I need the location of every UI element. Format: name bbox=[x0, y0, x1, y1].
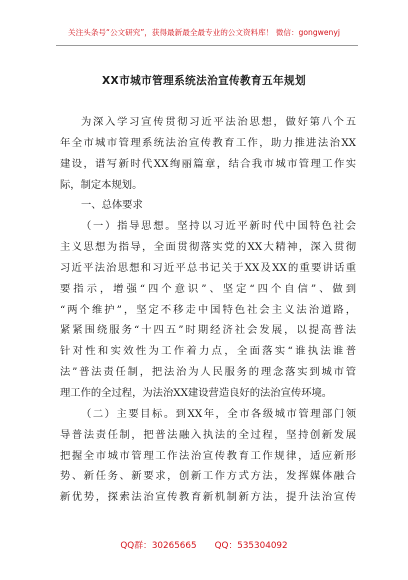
document-body bbox=[60, 112, 356, 508]
footer-qq-group: QQ群：30265665 bbox=[120, 541, 197, 551]
footer-qq: QQ：535304092 bbox=[214, 541, 288, 551]
body-line: “两个维护”，坚定不移走中国特色社会主义法治道路， bbox=[60, 303, 356, 316]
header-promo-note: 关注头条号“公文研究”，获得最新最全最专业的公文资料库！ 微信：gongwenyj bbox=[68, 28, 340, 37]
body-line: 把握全市城市管理工作法治宣传教育工作规律，适应新形 bbox=[60, 449, 356, 462]
body-line: 理工作的全过程，为法治XX建设营造良好的法治宣传环境。 bbox=[60, 386, 333, 399]
body-line: 要指示，增强“四个意识”、坚定“四个自信”、做到 bbox=[60, 282, 356, 295]
body-line: 主义思想为指导，全面贯彻落实党的XX大精神，深入贯彻 bbox=[60, 241, 356, 254]
body-line: 紧紧围绕服务“十四五”时期经济社会发展，以提高普法 bbox=[60, 324, 356, 337]
body-line: 针对性和实效性为工作着力点，全面落实“谁执法谁普 bbox=[60, 345, 356, 358]
body-line: 法”普法责任制，把法治为人民服务的理念落实到城市管 bbox=[60, 366, 356, 379]
body-line: （二）主要目标。到XX年，全市各级城市管理部门领 bbox=[81, 407, 356, 420]
body-line: 习近平法治思想和习近平总书记关于XX及XX的重要讲话重 bbox=[60, 261, 356, 274]
header-divider bbox=[56, 45, 358, 46]
body-line: 为深入学习宣传贯彻习近平法治思想，做好第八个五 bbox=[81, 116, 356, 128]
body-line: 新优势，探索法治宣传教育新机制新方法，提升法治宣传 bbox=[60, 491, 356, 504]
document-title: XX市城市管理系统法治宣传教育五年规划 bbox=[101, 75, 307, 87]
body-line: 导普法责任制，把普法融入执法的全过程，坚持创新发展 bbox=[60, 428, 356, 441]
footer-contact bbox=[0, 538, 408, 551]
body-line: 际，制定本规划。 bbox=[60, 178, 143, 191]
body-line: 一、总体要求 bbox=[81, 199, 143, 212]
body-line: （一）指导思想。坚持以习近平新时代中国特色社会 bbox=[81, 220, 356, 233]
body-line: 建设，谱写新时代XX绚丽篇章，结合我市城市管理工作实 bbox=[60, 157, 356, 170]
body-line: 年全市城市管理系统法治宣传教育工作，助力推进法治XX bbox=[60, 136, 356, 149]
body-line: 势、新任务、新要求，创新工作方式方法，发挥媒体融合 bbox=[60, 470, 356, 483]
